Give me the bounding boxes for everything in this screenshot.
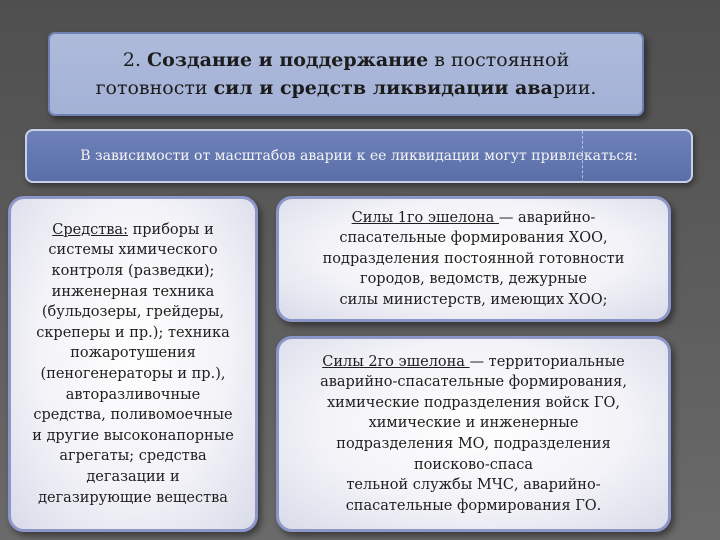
second-echelon-line: аварийно-спасательные формирования,	[320, 374, 627, 391]
second-echelon-line: поисково-спаса	[414, 456, 533, 473]
second-echelon-line: — территориальные	[469, 353, 625, 370]
means-line: и другие высоконапорные	[32, 427, 234, 444]
means-line: контроля (разведки);	[51, 263, 215, 280]
means-line: агрегаты; средства	[59, 448, 207, 465]
means-line: дегазации и	[86, 468, 180, 485]
means-heading: Средства:	[52, 221, 128, 238]
means-line: системы химического	[48, 242, 218, 259]
title-part: рии.	[552, 77, 597, 99]
first-echelon-line: городов, ведомств, дежурные	[359, 271, 587, 288]
second-echelon-line: химические и инженерные	[368, 415, 579, 432]
means-line: дегазирующие вещества	[38, 489, 228, 506]
title-bold: Создание и поддержание	[147, 49, 429, 71]
intro-band	[25, 129, 693, 183]
slide-title	[96, 46, 597, 102]
second-echelon-line: химические подразделения войск ГО,	[327, 394, 620, 411]
means-line: скреперы и пр.); техника	[36, 324, 230, 341]
title-bold: сил и средств ликвидации ава	[213, 77, 553, 99]
second-echelon-line: тельной службы МЧС, аварийно-	[346, 477, 601, 494]
second-echelon-text	[320, 352, 627, 517]
title-part: готовности	[95, 77, 214, 99]
first-echelon-line: подразделения постоянной готовности	[322, 250, 625, 267]
title-box	[48, 32, 644, 116]
means-line: авторазливочные	[65, 386, 201, 403]
means-line: (пеногенераторы и пр.),	[40, 366, 226, 382]
means-line: пожаротушения	[70, 345, 196, 362]
second-echelon-heading: Силы 2го эшелона	[322, 353, 470, 370]
intro-text: В зависимости от масштабов аварии к ее ликвидации могут привлекаться:	[80, 148, 638, 164]
first-echelon-line: силы министерств, имеющих ХОО;	[339, 291, 608, 308]
band-divider	[582, 131, 583, 183]
first-echelon-line: спасательные формирования ХОО,	[339, 230, 608, 247]
means-line: средства, поливомоечные	[33, 407, 233, 424]
title-part: в постоянной	[428, 49, 570, 71]
first-echelon-heading: Силы 1го эшелона	[351, 209, 499, 226]
second-echelon-card	[276, 336, 671, 532]
title-part: 2.	[122, 49, 148, 71]
means-card	[8, 196, 258, 532]
means-line: (бульдозеры, грейдеры,	[41, 304, 225, 321]
first-echelon-line: — аварийно-	[498, 209, 596, 226]
first-echelon-text	[323, 208, 625, 311]
first-echelon-card	[276, 196, 671, 322]
means-line: приборы и	[132, 221, 214, 238]
second-echelon-line: спасательные формирования ГО.	[345, 497, 602, 514]
means-line: инженерная техника	[51, 283, 215, 300]
means-text	[32, 220, 234, 508]
second-echelon-line: подразделения МО, подразделения	[336, 436, 611, 452]
